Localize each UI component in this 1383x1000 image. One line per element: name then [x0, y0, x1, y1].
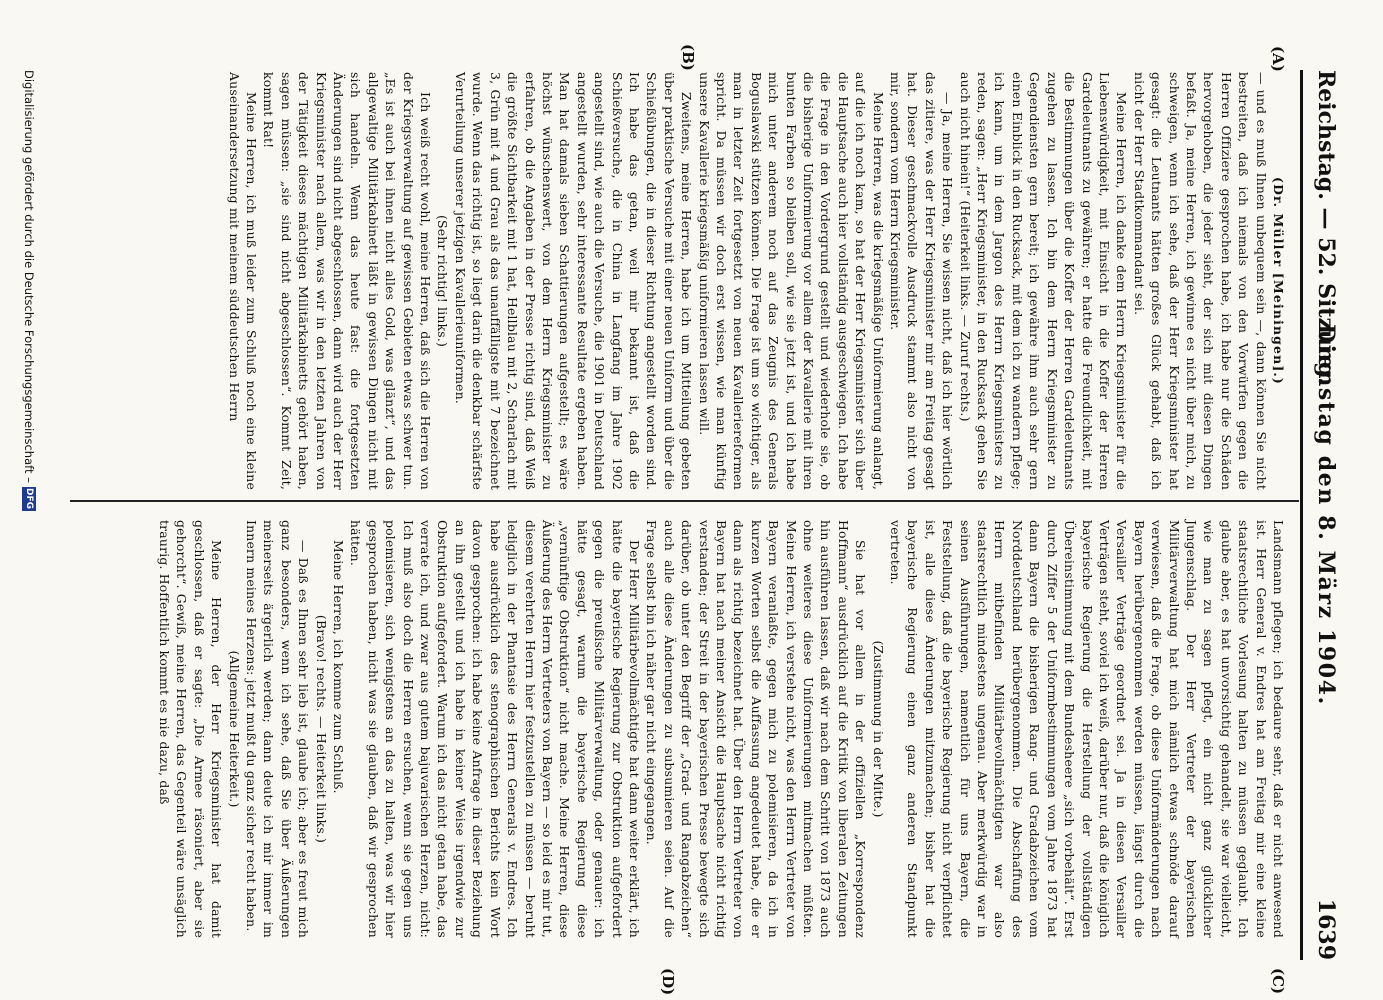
left-column — [225, 72, 1287, 490]
margin-marker-a: (A) — [1269, 46, 1287, 72]
margin-marker-d: (D) — [659, 968, 677, 996]
interjection: (Sehr richtig! links.) — [435, 214, 451, 348]
right-column — [156, 520, 1287, 938]
paragraph: Zweitens, meine Herren, habe ich um Mitteilung gebeten über praktische Versuche mit einer neuen Uniform und über die Schießübungen, die in dieser Richtung angestellt worden sind. Ich habe das getan, weil mir bekannt ist, daß die Schießversuche, die in China in Langfang im Jahre 1902 angestellt sind, wie auch die Versuche, die 1901 in Deutschland angestellt wurden, sehr interessante Resultate ergeben haben. Man hat damals sieben Schattierungen aufgestellt; es wäre höchst wünschenswert, von dem Herrn Kriegsminister zu erfahren, ob die Angaben in der Presse richtig sind, daß Weiß die größte Sichtbarkeit mit 1 hat, Hellblau mit 2, Scharlach mit 3, Grün mit 4 und Grau als das unauffälligste mit 7 bezeichnet wurde. Wenn das richtig ist, so liegt darin die denkbar schärfste Verurteilung unserer jetzigen Kavallerieuniformen. — [452, 72, 695, 490]
header-title-left: Reichstag. — 52. Sitzung. — [1313, 70, 1339, 386]
interjection: (Zustimmung in der Mitte.) — [870, 640, 886, 818]
paragraph: Ich weiß recht wohl, meine Herren, daß sich die Herren von der Kriegsverwaltung auf gewissen Gebieten etwas schwer tun. „Es ist auch bei ihnen nicht alles Gold, was glänzt“, und das allgewaltige Militärkabinett läßt in gewissen Dingen nicht mit sich handeln. Wenn das heute fast: die fortgesetzten Änderungen sind nicht abgeschlossen, dann wird auch der Herr Kriegsminister nach allem, was wir in den letzten Jahren von der Tätigkeit dieses mächtigen Militärkabinetts gehört haben, sagen müssen: „sie sind nicht abgeschlossen“. Kommt Zeit, kommt Rat! — [261, 72, 434, 490]
speaker-name: (Dr. Müller [Meiningen].) — [1271, 177, 1286, 385]
header-title-right: Dienstag den 8. März 1904. — [1313, 324, 1339, 706]
page-number: 1639 — [1313, 898, 1339, 960]
interjection: (Bravo! rechts. — Heiterkeit links.) — [313, 614, 329, 844]
paragraph: — Daß es Ihnen sehr lieb ist, glaube ich; aber es freut mich ganz besonders, wenn ich sehe, daß Sie über Äußerungen meinerseits ärgerlich werden; dann deute ich mir immer im Innern meines Herzens: jetzt mußt du ganz sicher recht haben. — [244, 520, 312, 938]
margin-marker-b: (B) — [679, 44, 697, 71]
paragraph: — und es muß Ihnen unbequem sein —, dann können Sie nicht bestreiten, daß ich niemals von den Vorwürfen gegen die Herren Offiziere gesprochen habe, ich habe nur die Schäden hervorgehoben, die jeder sieht, der sich mit diesen Dingen befaßt. Ja, meine Herren, ich gewinne es nicht über mich, zu schweigen, wenn ich sehe, daß der Herr Kriegsminister hat gesagt: die Leutnants hätten großes Glück gehabt, daß ich nicht der Herr Stadtkommandant sei. — [1131, 72, 1269, 490]
page-header — [1300, 70, 1343, 960]
paragraph: Sie hat vor allem in der offiziellen „Korrespondenz Hoffmann“ ausdrücklich auf die Kritik von liberalen Zeitungen hin ausführen lassen, daß wir nach dem Schritt von 1873 auch ohne weiteres diese Uniformierungen mitmachen müßten. Meine Herren, ich verstehe nicht, was den Herrn Vertreter von Bayern veranlaßte, gegen mich zu polemisieren, da ich in kurzen Worten selbst die Auffassung angedeutet habe, die er dann als richtig bezeichnet hat. Über den Herrn Vertreter von Bayern hat nach meiner Ansicht die Hauptsache nicht richtig verstanden; der Streit in der bayerischen Presse bewegte sich darüber, ob unter den Begriff der „Grad- und Rangabzeichen“ auch alle diese Änderungen zu subsumieren seien. Auf die Frage selbst bin ich näher gar nicht eingegangen. — [644, 520, 869, 938]
margin-marker-c: (C) — [1269, 968, 1287, 995]
credit-text: Digitalisierung gefördert durch die Deutsche Forschungsgemeinschaft – — [22, 70, 37, 483]
digitization-credit — [22, 70, 37, 960]
paragraph: Meine Herren, ich danke dem Herrn Kriegsminister für die Liebenswürdigkeit, mit Einsicht in die Koffer der Herren Gardeleutnants zu gewähren; er hatte die Freundlichkeit, mit die Bestimmungen über die Koffer der Herren Gardeleutnants zugehen zu lassen. Ich bin dem Herrn Kriegsminister zu Gegendiensten gern bereit; ich gewähre ihm auch sehr gern einen Einblick in den Rucksack, mit dem ich zu wandern pflege; ich kann, um in dem Jargon des Herrn Kriegsministers zu reden, sagen: „Herr Kriegsminister, in den Rucksack gehen Sie auch nicht hinein!“ (Heiterkeit links. — Zuruf rechts.) — [957, 72, 1130, 490]
interjection: (Allgemeine Heiterkeit.) — [226, 650, 242, 808]
paragraph: Meine Herren, ich komme zum Schluß. — [331, 540, 347, 794]
dfg-logo: DFG — [24, 488, 34, 510]
paragraph: Meine Herren, der Herr Kriegsminister hat damit geschlossen, daß er sagte: „Die Armee räsoniert, aber sie gehorcht“. Gewiß, meine Herren, das Gegenteil wäre unsäglich traurig. Hoffentlich kommt es nie dazu, daß — [157, 520, 225, 938]
paragraph: Landsmann pflegen; ich bedaure sehr, daß er nicht anwesend ist. Herr General v. Endres hat am Freitag mir eine kleine staatsrechtliche Vorlesung halten zu müssen geglaubt. Ich glaube aber, es hat unvorsichtig gehandelt, sie war vielleicht, wie man zu sagen pflegt, ein nicht ganz glücklicher Jungenschlag. Der Herr Vertreter der bayerischen Militärverwaltung hat mich nämlich etwas schnöde darauf verwiesen, daß die Frage, ob diese Uniformänderungen nach Bayern herübergenommen werden müssen, längst durch die Versailler Verträge geordnet sei. Ja in diesen Versailler Verträgen steht, soviel ich weiß, darüber nur, daß die königlich bayerische Regierung die Herstellung der vollständigen Übereinstimmung mit dem Bundesheere „sich vorbehält“. Erst durch Ziffer 5 der Uniformbestimmungen vom Jahre 1873 hat dann Bayern die bisherigen Rang- und Gradabzeichen vom Norddeutschland herübergenommen. Die Abschaffung des Herrn mitbefinden Militärbevollmächtigten war also staatsrechtlich mindestens ungenau. Aber merkwürdig war in seinen Ausführungen, namentlich für uns Bayern, die Feststellung, daß die bayerische Regierung nicht verpflichtet ist, alle diese Änderungen mitzumachen; bisher hat die bayerische Regierung einen ganz anderen Standpunkt vertreten. — [888, 520, 1286, 938]
column-divider — [70, 500, 1299, 502]
paragraph: Meine Herren, was die kriegsmäßige Uniformierung anlangt, auf die ich noch kam, so hat der Herr Kriegsminister sich über die Hauptsache auch hier vollständig ausgeschwiegen. Ich habe die Frage in den Vordergrund gestellt und wiederhole sie, ob die bisherige Uniformierung vor allem der Kavallerie mit ihren bunten Farben so bleiben soll, wie sie jetzt ist, und ich habe mich unter anderem noch auf das Zeugnis des Generals Boguslawski stützen können. Die Frage ist um so wichtiger, als man in letzter Zeit fortgesetzt von neuen Kavalleriereformen spricht. Da müssen wir doch erst wissen, wie man künftig unsere Kavallerie kriegsmäßig uniformieren lassen will. — [696, 72, 886, 490]
paragraph: Der Herr Militärbevollmächtigte hat dann weiter erklärt, ich hätte die bayerische Regierung zur Obstruktion aufgefordert gegen die preußische Militärverwaltung, oder genauer: ich hätte gesagt, warum die bayerische Regierung diese „vernünftige Obstruktion“ nicht mache. Meine Herren, diese Äußerung des Herrn Vertreters von Bayern — so leid es mir tut, diesem verehrten Herrn hier festzustellen zu müssen — beruht lediglich in der Phantasie des Herrn Generals v. Endres. Ich habe ausdrücklich des stenographischen Berichts kein Wort davon gesprochen: ich habe keine Anfrage in dieser Beziehung an ihn gestellt und ich habe in keiner Weise irgendwie zur Obstruktion aufgefordert. Warum ich das nicht getan habe, das verrate ich, und zwar aus gutem bajuvarischen Herzen, nicht: Ich muß also doch die Herren ersuchen, wenn sie gegen uns polemisieren, sich wenigstens an das zu halten, was wir hier gesprochen haben, nicht was sie glauben, daß wir gesprochen hätten. — [348, 520, 642, 938]
paragraph: Meine Herren, ich muß leider zum Schluß noch eine kleine Auseinandersetzung mit meinem süddeutschen Herrn — [226, 72, 260, 490]
paragraph: — Ja, meine Herren, Sie wissen nicht, daß ich hier wörtlich das zitiere, was der Herr Kriegsminister mir am Freitag gesagt hat. Dieser geschmackvolle Ausdruck stammt also nicht von mir, sondern vom Herrn Kriegsminister. — [888, 72, 956, 490]
